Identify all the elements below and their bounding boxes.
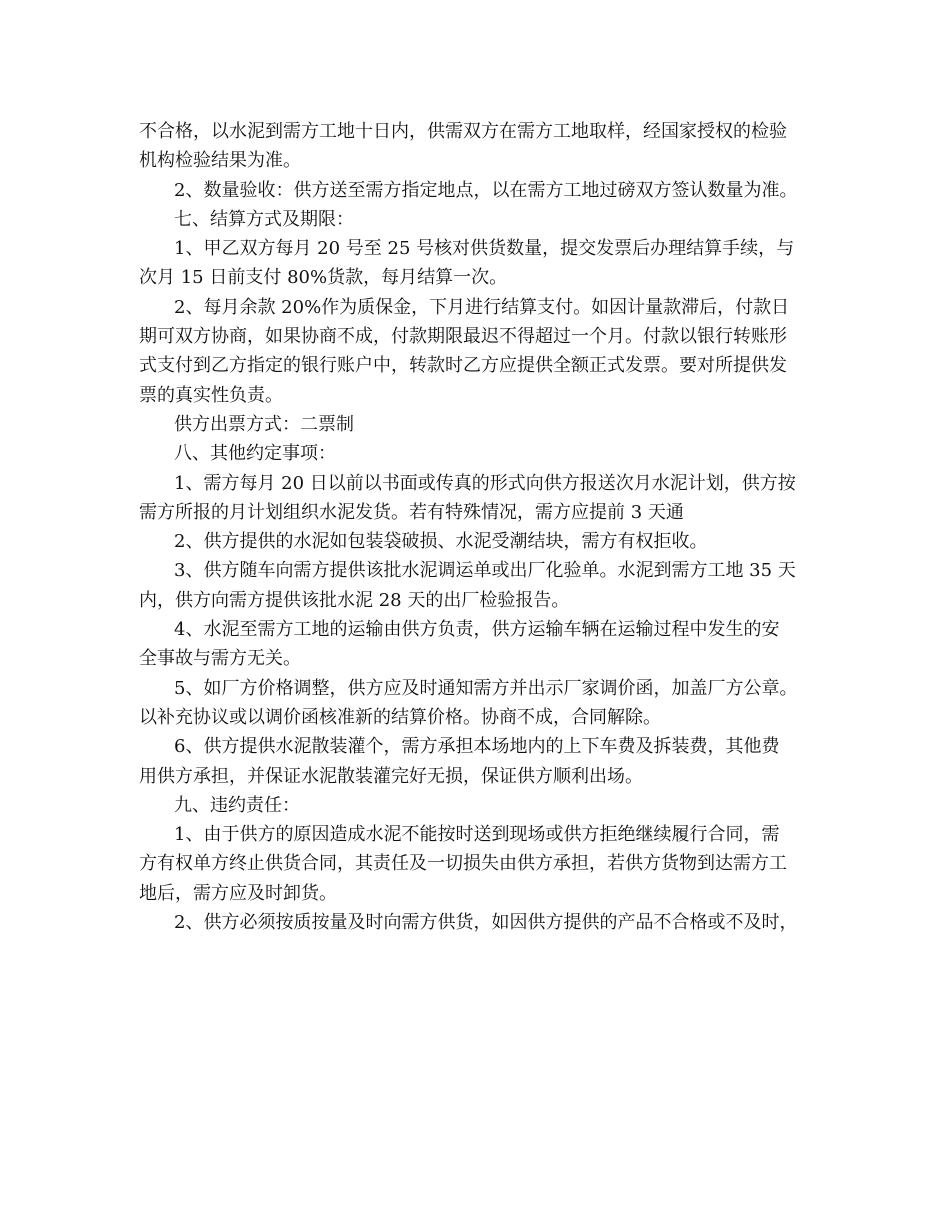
document-line: 式支付到乙方指定的银行账户中，转款时乙方应提供全额正式发票。要对所提供发 xyxy=(139,355,787,377)
document-line: 2、供方必须按质按量及时向需方供货，如因供方提供的产品不合格或不及时， xyxy=(174,912,798,934)
document-line: 1、需方每月 20 日以前以书面或传真的形式向供方报送次月水泥计划，供方按 xyxy=(174,472,796,494)
document-line: 八、其他约定事项： xyxy=(174,443,336,465)
document-line: 机构检验结果为准。 xyxy=(139,150,301,172)
document-line: 全事故与需方无关。 xyxy=(139,648,301,670)
document-line: 5、如厂方价格调整，供方应及时通知需方并出示厂家调价函，加盖厂方公章。 xyxy=(174,677,798,699)
document-line: 2、数量验收：供方送至需方指定地点，以在需方工地过磅双方签认数量为准。 xyxy=(174,179,798,201)
document-line: 票的真实性负责。 xyxy=(139,384,283,406)
document-line: 不合格，以水泥到需方工地十日内，供需双方在需方工地取样，经国家授权的检验 xyxy=(139,121,787,142)
document-line: 方有权单方终止供货合同，其责任及一切损失由供方承担，若供方货物到达需方工 xyxy=(139,853,787,875)
document-line: 3、供方随车向需方提供该批水泥调运单或出厂化验单。水泥到需方工地 35 天 xyxy=(174,560,796,582)
document-line: 以补充协议或以调价函核准新的结算价格。协商不成，合同解除。 xyxy=(139,706,661,728)
document-line: 2、供方提供的水泥如包装袋破损、水泥受潮结块，需方有权拒收。 xyxy=(174,531,708,553)
document-line: 1、由于供方的原因造成水泥不能按时送到现场或供方拒绝继续履行合同，需 xyxy=(174,824,780,846)
document-line: 内，供方向需方提供该批水泥 28 天的出厂检验报告。 xyxy=(139,589,570,611)
document-line: 期可双方协商，如果协商不成，付款期限最迟不得超过一个月。付款以银行转账形 xyxy=(139,326,787,348)
document-body xyxy=(139,117,829,937)
document-line: 2、每月余款 20%作为质保金，下月进行结算支付。如因计量款滞后，付款日 xyxy=(174,296,790,318)
document-line: 供方出票方式：二票制 xyxy=(174,413,354,435)
document-line: 6、供方提供水泥散装灌个，需方承担本场地内的上下车费及拆装费，其他费 xyxy=(174,736,780,758)
document-line: 需方所报的月计划组织水泥发货。若有特殊情况，需方应提前 3 天通 xyxy=(139,501,684,523)
document-line: 地后，需方应及时卸货。 xyxy=(139,882,337,904)
document-line: 七、结算方式及期限： xyxy=(174,208,354,230)
document-line: 九、违约责任： xyxy=(174,794,300,816)
document-line: 1、甲乙双方每月 20 号至 25 号核对供货数量，提交发票后办理结算手续，与 xyxy=(174,238,795,260)
document-line: 次月 15 日前支付 80%货款，每月结算一次。 xyxy=(139,267,508,289)
document-line: 用供方承担，并保证水泥散装灌完好无损，保证供方顺利出场。 xyxy=(139,765,643,787)
document-line: 4、水泥至需方工地的运输由供方负责，供方运输车辆在运输过程中发生的安 xyxy=(174,619,780,641)
